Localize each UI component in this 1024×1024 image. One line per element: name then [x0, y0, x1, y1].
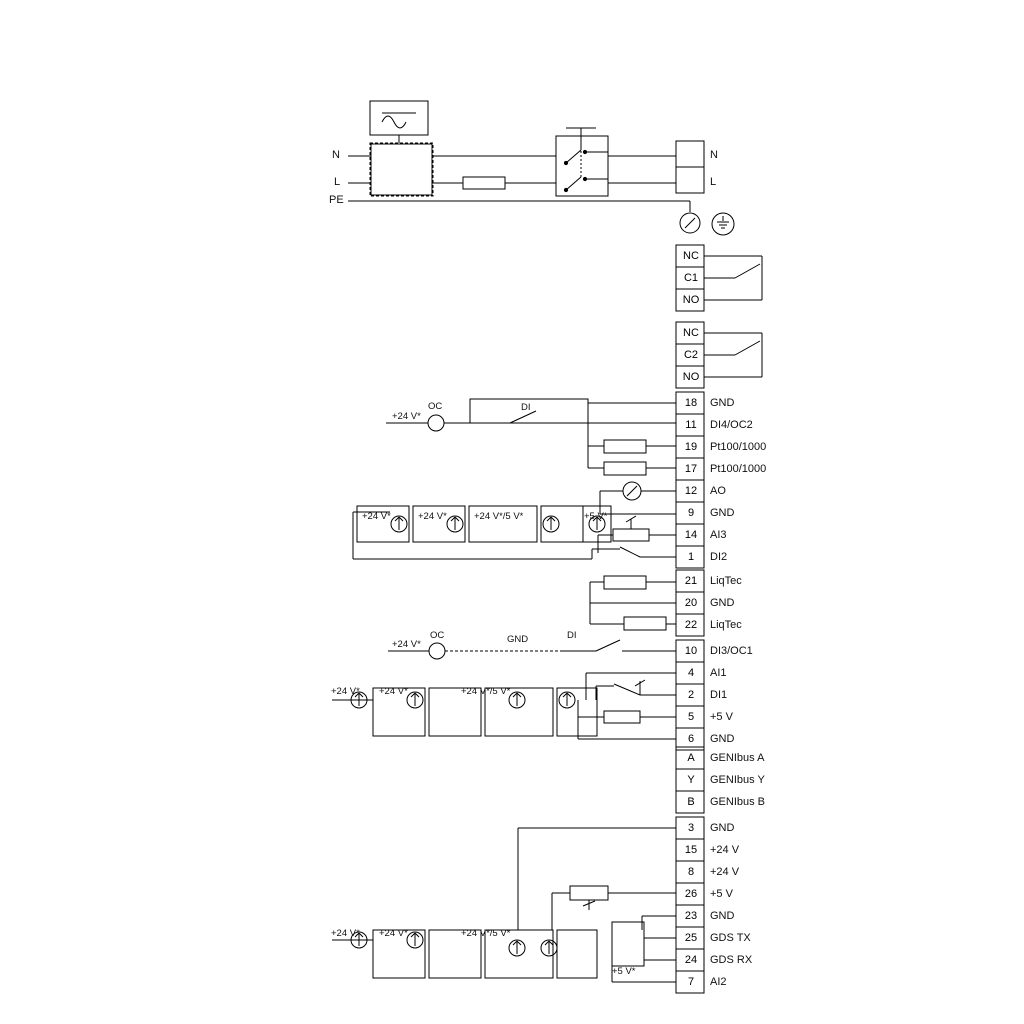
terminal-label-23: GND: [710, 910, 735, 922]
terminal-num-10: 10: [684, 645, 698, 657]
annotation-5v-g: +5 V*: [612, 966, 636, 977]
terminal-label-19: Pt100/1000: [710, 441, 767, 453]
terminal-num-5: 5: [687, 711, 695, 723]
annotation-di-mid: DI: [567, 630, 577, 641]
terminal-num-11: 11: [685, 419, 697, 431]
terminal-label-15: +24 V: [710, 844, 740, 856]
annotation-24v-g: +24 V*: [379, 928, 408, 939]
terminal-label-20: GND: [710, 597, 735, 609]
annotation-gnd-mid: GND: [507, 634, 529, 645]
relay1-c: C1: [683, 272, 699, 284]
terminal-num-B: B: [687, 796, 695, 808]
terminal-label-B: GENIbus B: [710, 796, 766, 808]
terminal-label-1: DI2: [710, 551, 728, 563]
terminal-num-20: 20: [684, 597, 698, 609]
annotation-5v-c: +5 V*: [584, 511, 608, 522]
terminal-num-21: 21: [684, 575, 698, 587]
annotation-24v-5v-g: +24 V*/5 V*: [461, 928, 511, 939]
terminal-num-26: 26: [684, 888, 698, 900]
terminal-num-19: 19: [684, 441, 698, 453]
relay2-no: NO: [682, 371, 700, 383]
out-l-label: L: [710, 176, 717, 188]
terminal-label-8: +24 V: [710, 866, 740, 878]
terminal-label-25: GDS TX: [710, 932, 751, 944]
annotation-24v-d: +24 V*: [392, 639, 421, 650]
terminal-num-17: 17: [684, 463, 698, 475]
terminal-label-22: LiqTec: [710, 619, 742, 631]
terminal-label-A: GENIbus A: [710, 752, 765, 764]
annotation-di-top: DI: [521, 402, 531, 413]
terminal-num-3: 3: [687, 822, 695, 834]
terminal-num-12: 12: [684, 485, 698, 497]
annotation-oc-1: OC: [430, 630, 445, 641]
terminal-label-21: LiqTec: [710, 575, 742, 587]
terminal-label-3: GND: [710, 822, 735, 834]
terminal-num-23: 23: [684, 910, 698, 922]
terminal-num-8: 8: [687, 866, 695, 878]
terminal-label-26: +5 V: [710, 888, 733, 900]
annotation-24v-f: +24 V*: [331, 928, 360, 939]
terminal-label-7: AI2: [710, 976, 727, 988]
terminal-label-2: DI1: [710, 689, 728, 701]
annotation-24v-c: +24 V*: [418, 511, 447, 522]
terminal-num-4: 4: [687, 667, 695, 679]
annotation-24v-e2: +24 V*: [379, 686, 408, 697]
relay1-nc: NC: [683, 250, 699, 262]
relay2-c: C2: [683, 349, 699, 361]
terminal-label-24: GDS RX: [710, 954, 753, 966]
terminal-label-11: DI4/OC2: [710, 419, 753, 431]
terminal-num-9: 9: [687, 507, 695, 519]
terminal-num-6: 6: [687, 733, 695, 745]
annotation-24v-e: +24 V*: [331, 686, 360, 697]
annotation-24v-a: +24 V*: [392, 411, 421, 422]
terminal-label-17: Pt100/1000: [710, 463, 767, 475]
terminal-label-5: +5 V: [710, 711, 733, 723]
annotation-24v-b: +24 V*: [362, 511, 391, 522]
terminal-label-Y: GENIbus Y: [710, 774, 765, 786]
mains-l-label: L: [334, 176, 341, 188]
terminal-num-A: A: [687, 752, 695, 764]
relay1-no: NO: [682, 294, 700, 306]
annotation-oc-2: OC: [428, 401, 443, 412]
out-n-label: N: [710, 149, 718, 161]
terminal-num-Y: Y: [687, 774, 695, 786]
terminal-label-18: GND: [710, 397, 735, 409]
terminal-num-24: 24: [684, 954, 698, 966]
annotation-24v-5v-c: +24 V*/5 V*: [474, 511, 524, 522]
mains-pe-label: PE: [329, 194, 344, 206]
terminal-label-14: AI3: [710, 529, 727, 541]
terminal-label-6: GND: [710, 733, 735, 745]
terminal-label-9: GND: [710, 507, 735, 519]
terminal-label-4: AI1: [710, 667, 727, 679]
terminal-num-18: 18: [684, 397, 698, 409]
terminal-label-12: AO: [710, 485, 726, 497]
terminal-num-1: 1: [687, 551, 695, 563]
mains-n-label: N: [332, 149, 340, 161]
terminal-num-25: 25: [684, 932, 698, 944]
terminal-num-22: 22: [684, 619, 698, 631]
terminal-num-14: 14: [684, 529, 698, 541]
terminal-label-10: DI3/OC1: [710, 645, 753, 657]
annotation-24v-5v-e: +24 V*/5 V*: [461, 686, 511, 697]
terminal-num-7: 7: [687, 976, 695, 988]
terminal-num-15: 15: [684, 844, 698, 856]
terminal-num-2: 2: [687, 689, 695, 701]
relay2-nc: NC: [683, 327, 699, 339]
